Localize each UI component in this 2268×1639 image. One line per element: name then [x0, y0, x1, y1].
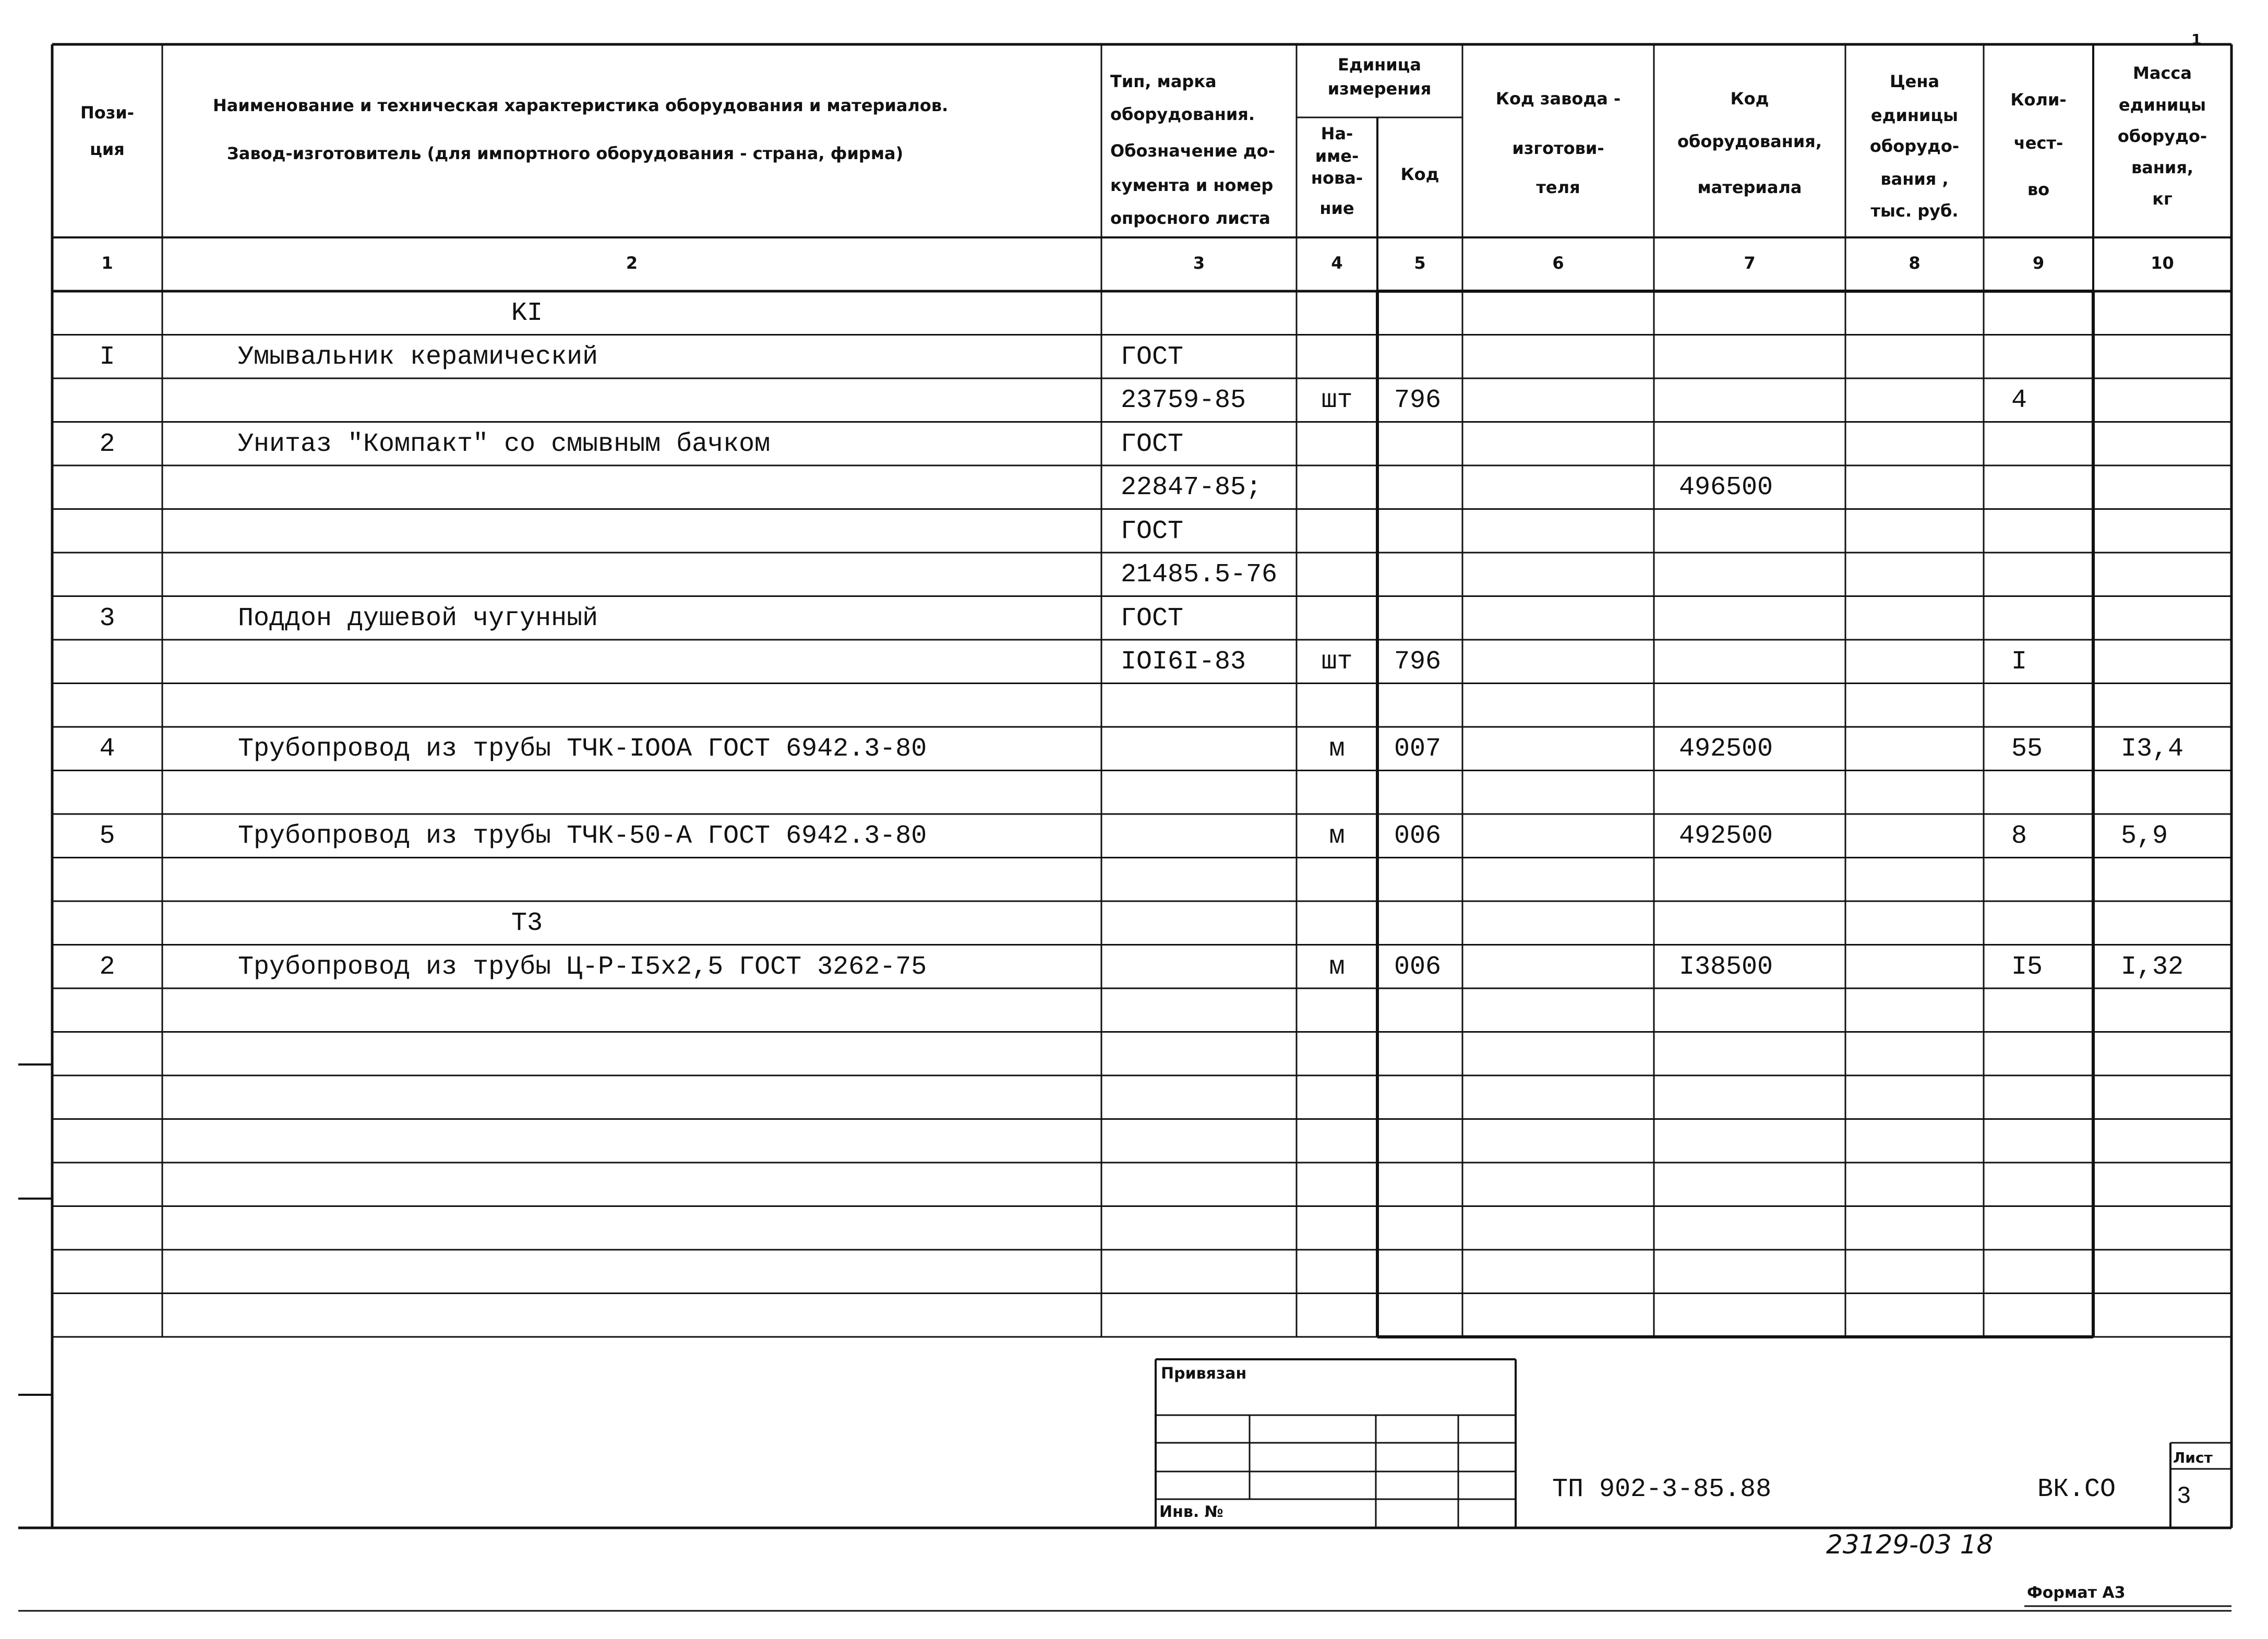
header-text: Код	[1400, 164, 1439, 184]
cell-mass: 5,9	[2121, 821, 2168, 851]
header-text: изготови-	[1512, 138, 1604, 158]
cell-document: ГОСТ	[1121, 603, 1184, 633]
cell-name: Поддон душевой чугунный	[238, 603, 598, 633]
header-text: Единица	[1338, 55, 1421, 75]
column-number: 1	[101, 253, 113, 273]
cell-unit: шт	[1321, 386, 1353, 415]
column-number: 10	[2151, 253, 2174, 273]
cell-material-code: 496500	[1679, 473, 1773, 503]
cell-name: Унитаз "Компакт" со смывным бачком	[238, 429, 771, 459]
header-text: Коли-	[2010, 90, 2067, 110]
header-text: На-	[1321, 124, 1353, 143]
cell-document: ГОСТ	[1121, 342, 1184, 372]
cell-name: Трубопровод из трубы ТЧК-50-А ГОСТ 6942.3-80	[238, 821, 927, 851]
header-text: кг	[2152, 189, 2173, 209]
cell-name: Т3	[511, 908, 543, 938]
cell-unit: м	[1329, 734, 1345, 764]
header-text: Пози-	[80, 103, 135, 123]
header-text: оборудо-	[2117, 126, 2207, 146]
cell-unit-code: 006	[1394, 821, 1442, 851]
cell-unit: шт	[1321, 647, 1353, 677]
cell-position: I	[99, 342, 115, 372]
header-text: оборудования.	[1110, 104, 1255, 124]
inventory-number-label: Инв. №	[1159, 1503, 1223, 1521]
header-text: чест-	[2013, 133, 2063, 153]
header-text: единицы	[2118, 95, 2206, 115]
page-number-mark: 1	[2191, 31, 2202, 48]
cell-material-code: I38500	[1679, 952, 1773, 982]
cell-document: 21485.5-76	[1121, 560, 1278, 590]
header-text: оборудования,	[1677, 131, 1822, 151]
cell-unit: м	[1329, 952, 1345, 982]
header-text: кумента и номер	[1110, 175, 1274, 195]
header-text: Наименование и техническая характеристика оборудования и материалов.	[213, 95, 949, 115]
header-text: Цена	[1889, 71, 1940, 91]
cell-mass: I3,4	[2121, 734, 2184, 764]
bound-label: Привязан	[1161, 1365, 1247, 1383]
column-number: 3	[1193, 253, 1205, 273]
cell-position: 2	[99, 952, 115, 982]
header-text: ция	[90, 139, 125, 159]
cell-unit-code: 796	[1394, 647, 1442, 677]
header-text: единицы	[1870, 105, 1959, 125]
header-text: вания ,	[1880, 169, 1949, 189]
cell-name: Умывальник керамический	[238, 342, 598, 372]
sheet-number: 3	[2177, 1483, 2191, 1510]
cell-unit-code: 007	[1394, 734, 1442, 764]
header-text: опросного листа	[1110, 208, 1270, 228]
document-code: ТП 902-3-85.88	[1552, 1475, 1772, 1504]
header-text: Завод-изготовитель (для импортного оборудования - страна, фирма)	[227, 143, 904, 163]
cell-document: 22847-85;	[1121, 473, 1262, 503]
column-number: 2	[626, 253, 638, 273]
header-text: Масса	[2133, 63, 2192, 83]
cell-document: IOI6I-83	[1121, 647, 1246, 677]
header-text: во	[2027, 180, 2050, 199]
column-number: 6	[1552, 253, 1564, 273]
header-text: нова-	[1311, 168, 1363, 188]
cell-unit-code: 796	[1394, 386, 1442, 415]
column-number: 8	[1909, 253, 1921, 273]
cell-position: 5	[99, 821, 115, 851]
header-text: ние	[1319, 198, 1354, 218]
header-text: вания,	[2131, 158, 2194, 177]
cell-material-code: 492500	[1679, 821, 1773, 851]
header-text: теля	[1536, 177, 1580, 197]
header-text: Обозначение до-	[1110, 141, 1275, 161]
handwritten-archive-number: 23129-03 18	[1826, 1529, 1994, 1560]
cell-quantity: 8	[2011, 821, 2027, 851]
cell-document: 23759-85	[1121, 386, 1246, 415]
column-number: 4	[1331, 253, 1343, 273]
cell-quantity: I	[2011, 647, 2027, 677]
cell-document: ГОСТ	[1121, 516, 1184, 546]
header-text: Код завода -	[1495, 89, 1621, 109]
cell-position: 4	[99, 734, 115, 764]
cell-quantity: 55	[2011, 734, 2043, 764]
cell-position: 3	[99, 603, 115, 633]
cell-name: Трубопровод из трубы ТЧК-IOOA ГОСТ 6942.3-80	[238, 734, 927, 764]
sheet-label: Лист	[2173, 1449, 2213, 1466]
cell-unit: м	[1329, 821, 1345, 851]
cell-quantity: I5	[2011, 952, 2043, 982]
format-label: Формат А3	[2027, 1584, 2126, 1602]
section-code: ВК.СО	[2037, 1475, 2116, 1504]
column-number: 5	[1414, 253, 1426, 273]
cell-position: 2	[99, 429, 115, 459]
cell-name: KI	[511, 298, 543, 328]
header-text: тыс. руб.	[1870, 201, 1959, 221]
cell-quantity: 4	[2011, 386, 2027, 415]
column-number: 9	[2032, 253, 2045, 273]
cell-unit-code: 006	[1394, 952, 1442, 982]
cell-mass: I,32	[2121, 952, 2184, 982]
column-number: 7	[1744, 253, 1756, 273]
header-text: измерения	[1327, 79, 1432, 99]
cell-name: Трубопровод из трубы Ц-Р-I5x2,5 ГОСТ 3262-75	[238, 952, 927, 982]
cell-document: ГОСТ	[1121, 429, 1184, 459]
header-text: оборудо-	[1869, 136, 1960, 156]
header-text: Тип, марка	[1110, 71, 1217, 91]
header-text: Код	[1730, 89, 1769, 109]
header-text: материала	[1697, 177, 1802, 197]
cell-material-code: 492500	[1679, 734, 1773, 764]
header-text: име-	[1315, 146, 1359, 166]
